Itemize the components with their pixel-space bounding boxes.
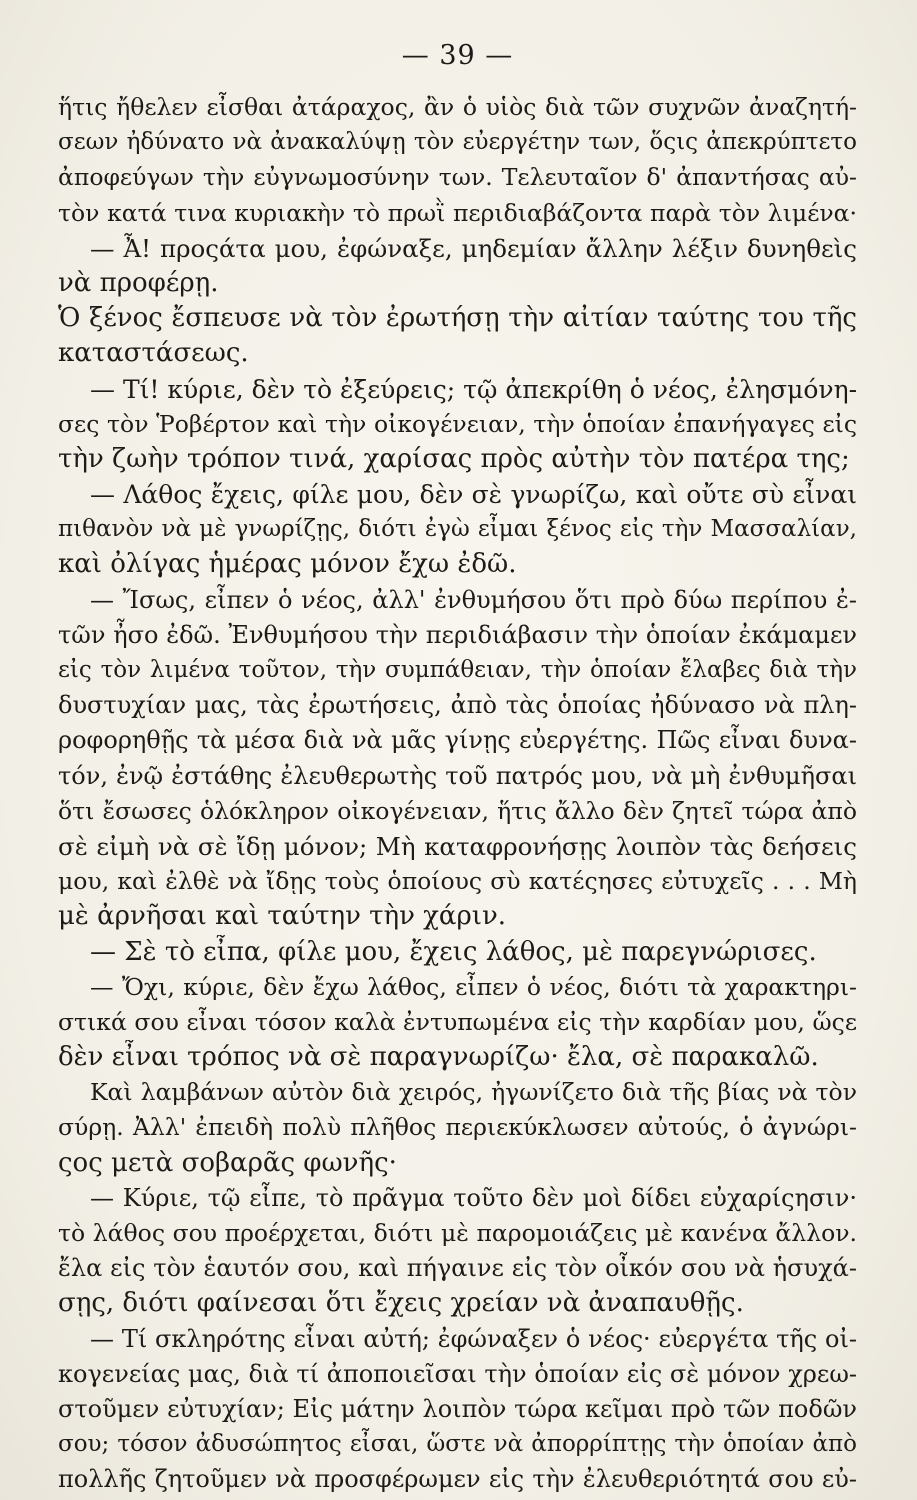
text-line: — Λάθος ἔχεις, φίλε μου, δὲν σὲ γνωρίζω, καὶ οὔτε σὺ εἶναι xyxy=(90,480,857,510)
text-line: στικά σου εἶναι τόσον καλὰ ἐντυπωμένα εἰς τὴν καρδίαν μου, ὥςε xyxy=(58,1007,857,1036)
text-line: μου, καὶ ἐλθὲ νὰ ἴδῃς τοὺς ὁποίους σὺ κατέςησες εὐτυχεῖς . . . Μὴ xyxy=(58,867,857,896)
text-line: τῶν ἦσο ἐδῶ. Ἐνθυμήσου τὴν περιδιάβασιν τὴν ὁποίαν ἐκάμαμεν xyxy=(58,620,857,649)
text-line: — Τί! κύριε, δὲν τὸ ἐξεύρεις; τῷ ἀπεκρίθη ὁ νέος, ἐλησμόνη- xyxy=(90,374,857,404)
text-line: καταστάσεως. xyxy=(58,338,249,369)
text-line: — Κύριε, τῷ εἶπε, τὸ πρᾶγμα τοῦτο δὲν μοὶ δίδει εὐχαρίςησιν· xyxy=(90,1183,857,1212)
text-line: νὰ προφέρῃ. xyxy=(58,267,219,298)
text-line: ἔλα εἰς τὸν ἑαυτόν σου, καὶ πήγαινε εἰς τὸν οἶκόν σου νὰ ἡσυχά- xyxy=(58,1254,857,1283)
text-line: πολλῆς ζητοῦμεν νὰ προσφέρωμεν εἰς τὴν ἐλευθεριότητά σου εὐ- xyxy=(58,1465,857,1494)
text-line: κογενείας μας, διὰ τί ἀποποιεῖσαι τὴν ὁποίαν εἰς σὲ μόνον χρεω- xyxy=(58,1359,857,1388)
text-line: στοῦμεν εὐτυχίαν; Εἰς μάτην λοιπὸν τώρα κεῖμαι πρὸ τῶν ποδῶν xyxy=(58,1394,857,1423)
text-line: εἰς τὸν λιμένα τοῦτον, τὴν συμπάθειαν, τὴν ὁποίαν ἔλαβες διὰ τὴν xyxy=(58,657,857,683)
text-line: σες τὸν Ῥοβέρτον καὶ τὴν οἰκογένειαν, τὴν ὁποίαν ἐπανήγαγες εἰς xyxy=(58,409,857,438)
text-line: δὲν εἶναι τρόπος νὰ σὲ παραγνωρίζω· ἔλα, σὲ παρακαλῶ. xyxy=(58,1042,819,1073)
text-line: ὅτι ἔσωσες ὁλόκληρον οἰκογένειαν, ἥτις ἄλλο δὲν ζητεῖ τώρα ἀπὸ xyxy=(58,796,857,825)
text-line: καὶ ὀλίγας ἡμέρας μόνον ἔχω ἐδῶ. xyxy=(58,549,517,580)
page-number: — 39 — xyxy=(401,40,514,71)
text-line: σου; τόσον ἀδυσώπητος εἶσαι, ὥστε νὰ ἀπορρίπτῃς τὴν ὁποίαν ἀπὸ xyxy=(58,1431,857,1458)
text-line: Καὶ λαμβάνων αὐτὸν διὰ χειρός, ἠγωνίζετο διὰ τῆς βίας νὰ τὸν xyxy=(90,1078,857,1107)
text-line: Ὁ ξένος ἔσπευσε νὰ τὸν ἐρωτήσῃ τὴν αἰτίαν ταύτης του τῆς xyxy=(58,303,857,334)
text-line: ἥτις ἤθελεν εἶσθαι ἀτάραχος, ἂν ὁ υἱὸς διὰ τῶν συχνῶν ἀναζητή- xyxy=(58,93,857,121)
text-line: σύρῃ. Ἀλλ' ἐπειδὴ πολὺ πλῆθος περιεκύκλωσεν αὐτούς, ὁ ἀγνώρι- xyxy=(58,1113,857,1142)
text-line: ροφορηθῇς τὰ μέσα διὰ νὰ μᾶς γίνῃς εὐεργέτης. Πῶς εἶναι δυνα- xyxy=(58,726,857,755)
text-line: σὲ εἰμὴ νὰ σὲ ἴδῃ μόνον; Μὴ καταφρονήσῃς λοιπὸν τὰς δεήσεις xyxy=(58,831,857,861)
text-line: — Σὲ τὸ εἶπα, φίλε μου, ἔχεις λάθος, μὲ παρεγνώρισες. xyxy=(90,936,817,967)
text-line: μὲ ἀρνῆσαι καὶ ταύτην τὴν χάριν. xyxy=(58,901,507,932)
text-line: τὸ λάθος σου προέρχεται, διότι μὲ παρομοιάζεις μὲ κανένα ἄλλον. xyxy=(58,1219,857,1247)
text-line: δυστυχίαν μας, τὰς ἐρωτήσεις, ἀπὸ τὰς ὁποίας ἠδύνασο νὰ πλη- xyxy=(58,691,857,720)
text-line: σῃς, διότι φαίνεσαι ὅτι ἔχεις χρείαν νὰ ἀναπαυθῇς. xyxy=(58,1288,744,1319)
text-line: τὸν κατά τινα κυριακὴν τὸ πρωῒ περιδιαβάζοντα παρὰ τὸν λιμένα· xyxy=(58,198,857,227)
text-line: τὴν ζωὴν τρόπον τινά, χαρίσας πρὸς αὐτὴν τὸν πατέρα της; xyxy=(58,443,850,474)
text-line: ἀποφεύγων τὴν εὐγνωμοσύνην των. Τελευταῖον δ' ἀπαντήσας αὐ- xyxy=(58,163,857,192)
text-line: τόν, ἐνῷ ἐστάθης ἐλευθερωτὴς τοῦ πατρός μου, νὰ μὴ ἐνθυμῆσαι xyxy=(58,761,857,790)
text-line: — Τί σκληρότης εἶναι αὐτή; ἐφώναξεν ὁ νέος· εὐεργέτα τῆς οἰ- xyxy=(90,1324,857,1353)
body-text xyxy=(58,90,857,1498)
text-line: — Ἴσως, εἶπεν ὁ νέος, ἀλλ' ἐνθυμήσου ὅτι πρὸ δύω περίπου ἐ- xyxy=(90,585,857,614)
text-line: — Ὄχι, κύριε, δὲν ἔχω λάθος, εἶπεν ὁ νέος, διότι τὰ χαρακτηρι- xyxy=(90,972,857,1001)
text-line: σεων ἠδύνατο νὰ ἀνακαλύψῃ τὸν εὐεργέτην των, ὅςις ἀπεκρύπτετο xyxy=(58,129,857,156)
text-line: πιθανὸν νὰ μὲ γνωρίζῃς, διότι ἐγὼ εἶμαι ξένος εἰς τὴν Μασσαλίαν, xyxy=(58,516,857,543)
text-line: ςος μετὰ σοβαρᾶς φωνῆς· xyxy=(58,1147,397,1178)
text-line: — Ἆ! προςάτα μου, ἐφώναξε, μηδεμίαν ἄλλην λέξιν δυνηθεὶς xyxy=(90,233,857,263)
